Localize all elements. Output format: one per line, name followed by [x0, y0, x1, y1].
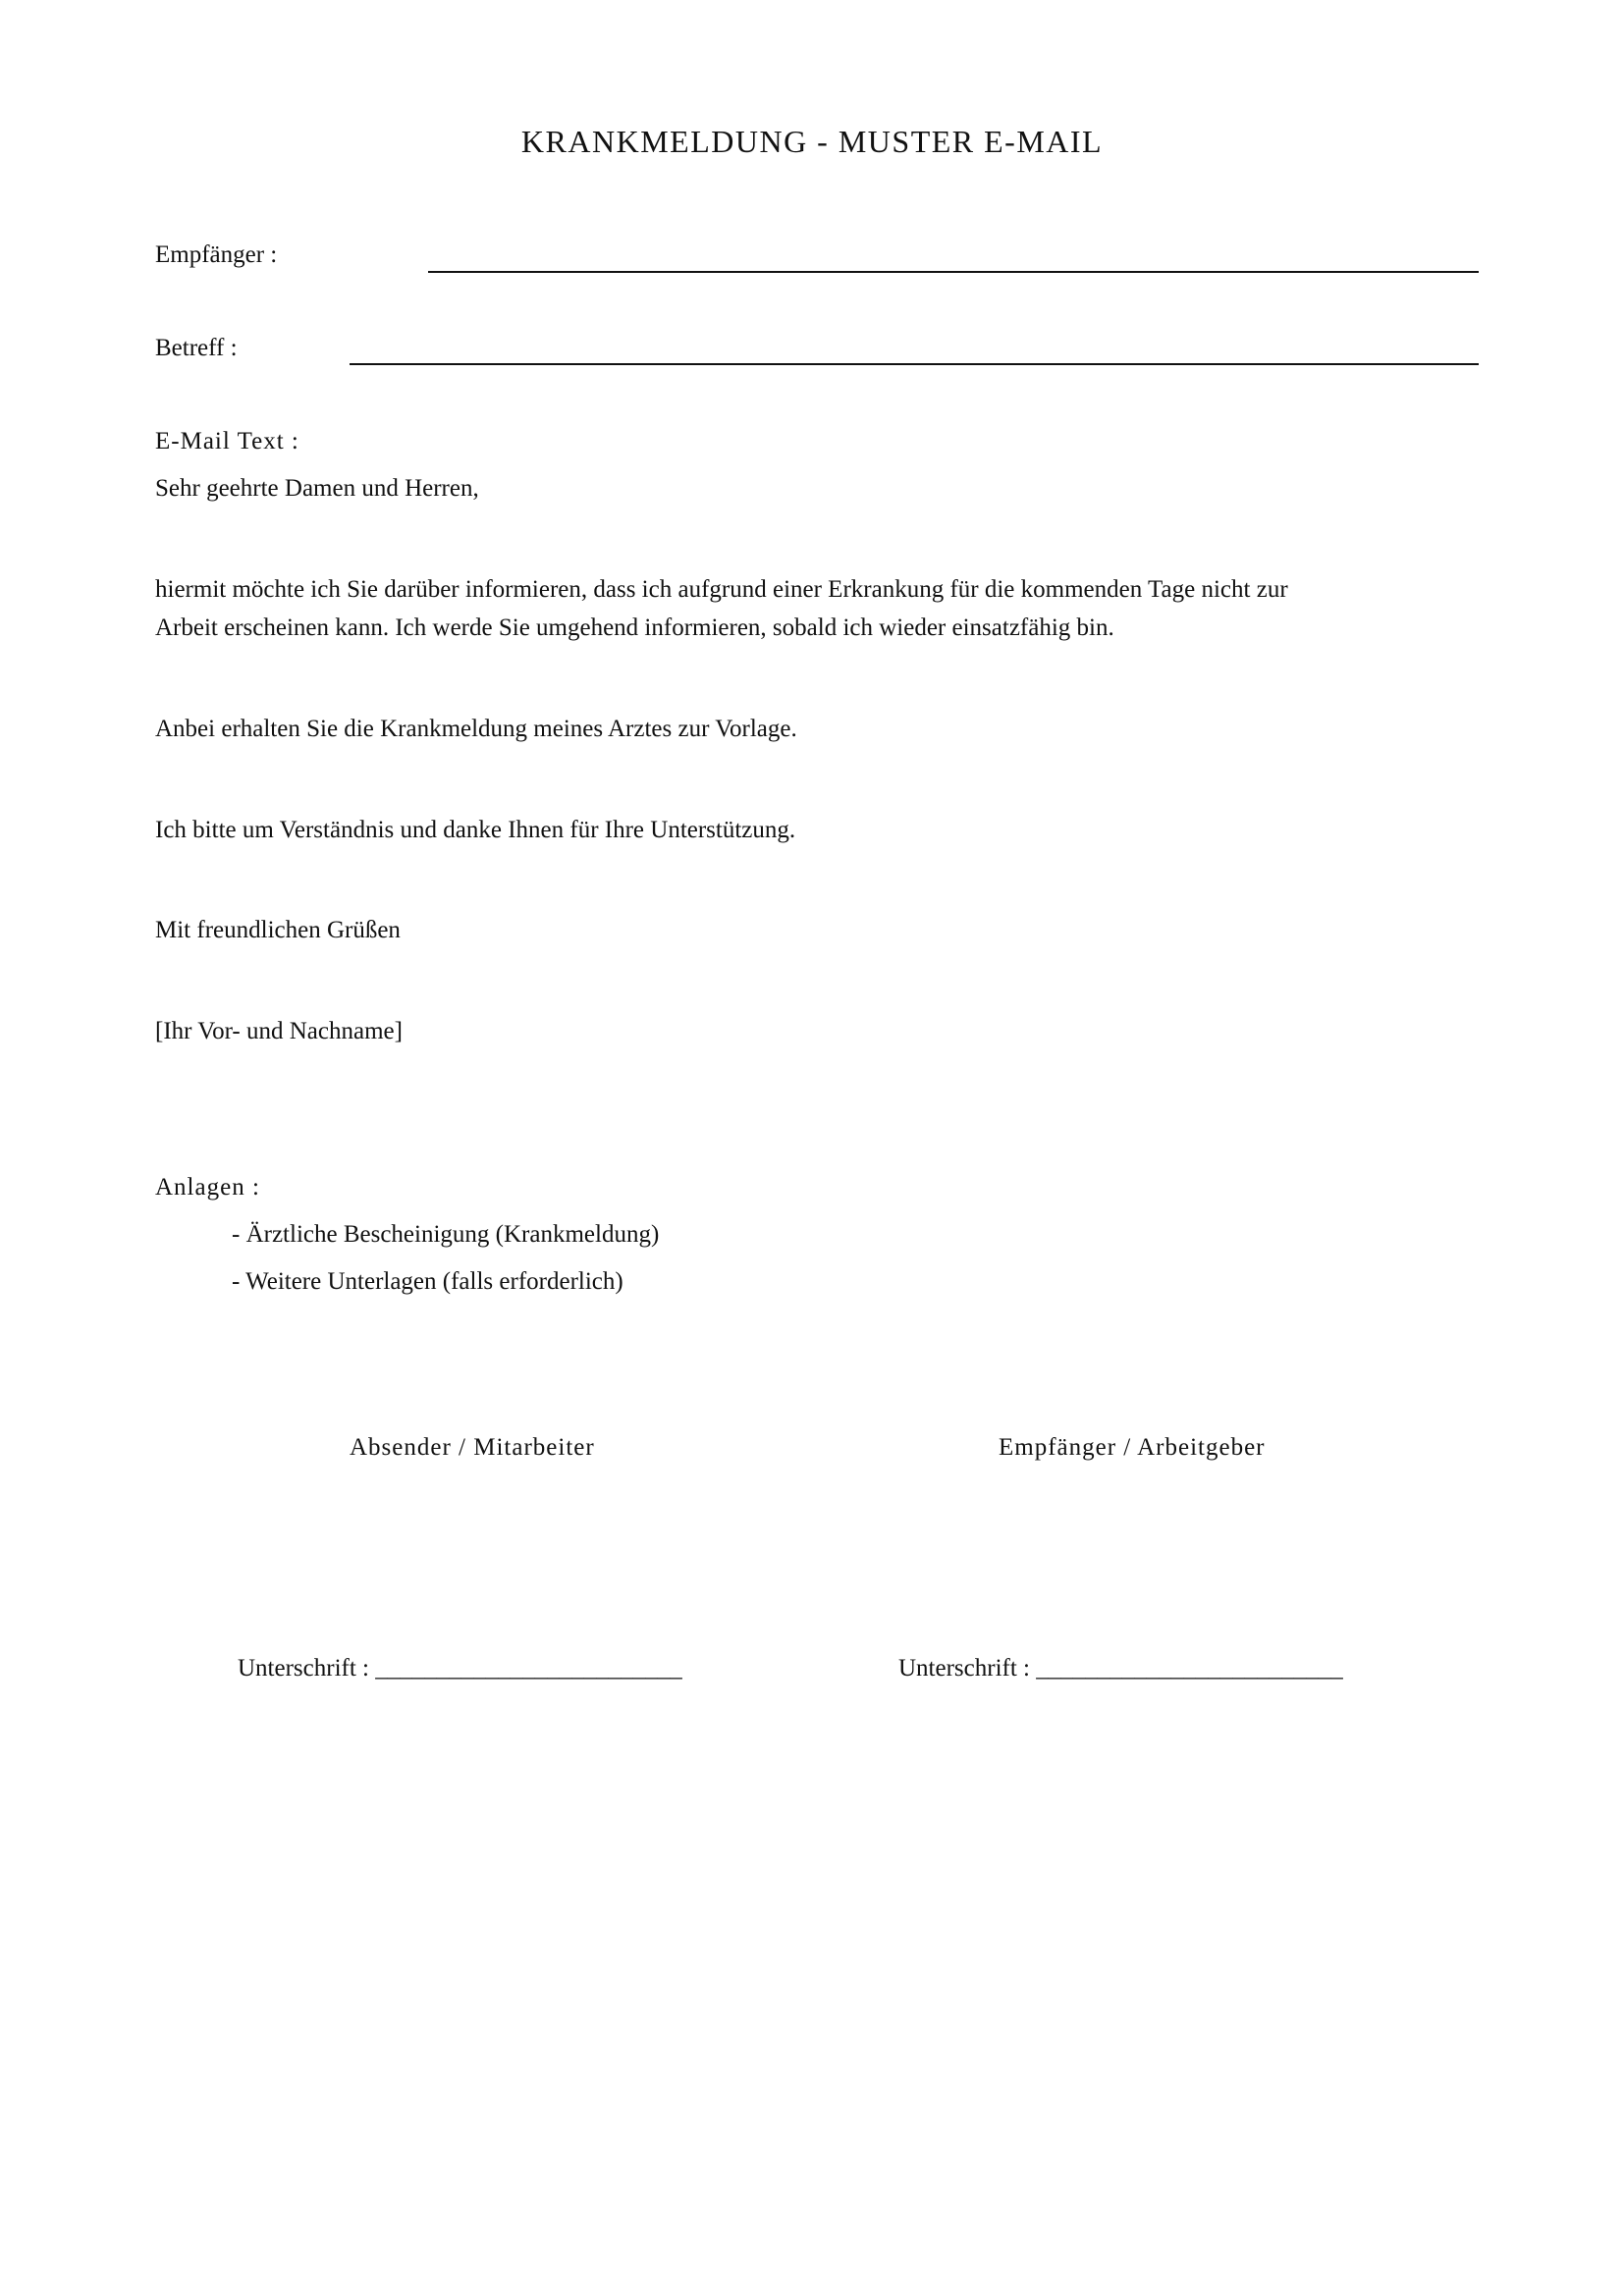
body-label: E-Mail Text : — [155, 428, 299, 454]
name-placeholder: [Ihr Vor- und Nachname] — [155, 1018, 403, 1044]
receiver-heading: Empfänger / Arbeitgeber — [999, 1434, 1266, 1461]
receiver-signature-line[interactable]: Unterschrift : _________________________ — [898, 1655, 1343, 1682]
salutation: Sehr geehrte Damen und Herren, — [155, 475, 479, 502]
paragraph-2: Anbei erhalten Sie die Krankmeldung meines Arztes zur Vorlage. — [155, 716, 797, 742]
closing: Mit freundlichen Grüßen — [155, 917, 401, 943]
recipient-input-line[interactable] — [428, 271, 1479, 273]
sender-heading: Absender / Mitarbeiter — [350, 1434, 595, 1461]
paragraph-1-line-1: hiermit möchte ich Sie darüber informieren, dass ich aufgrund einer Erkrankung für die kommenden Tage nicht zur — [155, 576, 1288, 603]
paragraph-1-line-2: Arbeit erscheinen kann. Ich werde Sie umgehend informieren, sobald ich wieder einsatzfähig bin. — [155, 614, 1114, 641]
page-title: KRANKMELDUNG - MUSTER E-MAIL — [520, 124, 1104, 159]
subject-label: Betreff : — [155, 335, 238, 361]
attachments-label: Anlagen : — [155, 1174, 260, 1201]
subject-input-line[interactable] — [350, 363, 1479, 365]
sender-signature-line[interactable]: Unterschrift : _________________________ — [238, 1655, 682, 1682]
paragraph-3: Ich bitte um Verständnis und danke Ihnen für Ihre Unterstützung. — [155, 817, 796, 843]
attachment-item: - Ärztliche Bescheinigung (Krankmeldung) — [232, 1221, 660, 1248]
attachment-item: - Weitere Unterlagen (falls erforderlich) — [232, 1268, 623, 1295]
recipient-label: Empfänger : — [155, 241, 278, 268]
